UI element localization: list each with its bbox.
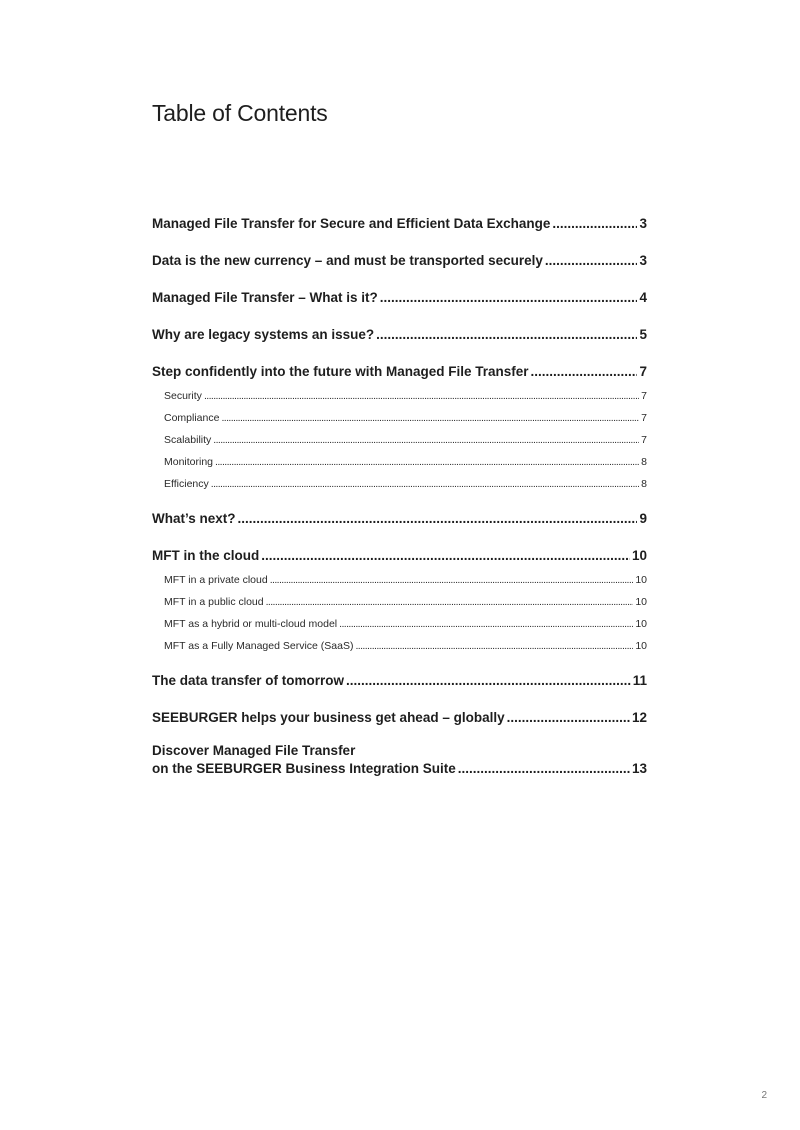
toc-entry[interactable] bbox=[152, 248, 647, 274]
page-title: Table of Contents bbox=[152, 100, 328, 126]
dot-leader bbox=[346, 668, 631, 694]
toc-entry-title: What’s next? bbox=[152, 511, 236, 526]
toc-entry-title: The data transfer of tomorrow bbox=[152, 673, 345, 688]
toc-entry-page: 10 bbox=[631, 548, 647, 563]
dot-leader bbox=[221, 407, 639, 429]
toc-subentry[interactable] bbox=[152, 613, 647, 635]
toc-entry[interactable] bbox=[152, 359, 647, 385]
dot-leader bbox=[339, 613, 633, 635]
dot-leader bbox=[507, 705, 630, 731]
dot-leader bbox=[531, 359, 638, 385]
toc-entry-page: 13 bbox=[631, 761, 647, 776]
toc-entry[interactable] bbox=[152, 760, 647, 778]
toc-entry[interactable] bbox=[152, 543, 647, 569]
toc-entry-title: MFT in the cloud bbox=[152, 548, 260, 563]
dot-leader bbox=[545, 248, 638, 274]
toc-subentry-page: 8 bbox=[641, 456, 647, 468]
table-of-contents bbox=[152, 211, 647, 778]
toc-subentry-page: 10 bbox=[635, 596, 647, 608]
toc-entry[interactable] bbox=[152, 211, 647, 237]
toc-subentry-title: MFT in a private cloud bbox=[164, 574, 268, 586]
toc-entry[interactable] bbox=[152, 322, 647, 348]
toc-entry-page: 12 bbox=[631, 710, 647, 725]
toc-subentry-page: 7 bbox=[641, 434, 647, 446]
dot-leader bbox=[380, 285, 638, 311]
toc-entry-page: 3 bbox=[639, 253, 647, 268]
toc-subentry[interactable] bbox=[152, 451, 647, 473]
toc-subentry-page: 7 bbox=[641, 412, 647, 424]
toc-subentry-title: Security bbox=[164, 390, 202, 402]
toc-entry-page: 11 bbox=[632, 673, 647, 688]
dot-leader bbox=[376, 322, 637, 348]
toc-subentry-page: 10 bbox=[635, 618, 647, 630]
toc-entry-title: Managed File Transfer – What is it? bbox=[152, 290, 378, 305]
toc-entry[interactable] bbox=[152, 285, 647, 311]
toc-entry-title: SEEBURGER helps your business get ahead – globally bbox=[152, 710, 505, 725]
toc-subentry-title: Monitoring bbox=[164, 456, 214, 468]
toc-subentry-page: 8 bbox=[641, 478, 647, 490]
toc-entry-title-line2: on the SEEBURGER Business Integration Suite bbox=[152, 761, 456, 776]
toc-subentry-title: Scalability bbox=[164, 434, 212, 446]
toc-entry-page: 7 bbox=[639, 364, 647, 379]
toc-subentry[interactable] bbox=[152, 429, 647, 451]
toc-subentry[interactable] bbox=[152, 635, 647, 657]
toc-subentry-title: MFT as a hybrid or multi-cloud model bbox=[164, 618, 338, 630]
toc-entry-title: Step confidently into the future with Managed File Transfer bbox=[152, 364, 529, 379]
toc-entry-title: Data is the new currency – and must be transported securely bbox=[152, 253, 543, 268]
dot-leader bbox=[238, 506, 638, 532]
toc-entry-page: 4 bbox=[639, 290, 647, 305]
dot-leader bbox=[204, 385, 639, 407]
toc-entry[interactable] bbox=[152, 668, 647, 694]
dot-leader bbox=[552, 211, 637, 237]
toc-subentry-page: 7 bbox=[641, 390, 647, 402]
dot-leader bbox=[215, 451, 639, 473]
toc-entry[interactable] bbox=[152, 705, 647, 731]
toc-entry-title-line1[interactable]: Discover Managed File Transfer bbox=[152, 743, 356, 758]
toc-subentry-title: Efficiency bbox=[164, 478, 209, 490]
dot-leader bbox=[458, 760, 630, 778]
toc-subentry[interactable] bbox=[152, 385, 647, 407]
dot-leader bbox=[355, 635, 633, 657]
dot-leader bbox=[270, 569, 634, 591]
toc-entry-title: Why are legacy systems an issue? bbox=[152, 327, 375, 342]
toc-entry[interactable] bbox=[152, 506, 647, 532]
dot-leader bbox=[211, 473, 639, 495]
toc-entry-page: 3 bbox=[639, 216, 647, 231]
toc-entry-page: 9 bbox=[639, 511, 647, 526]
page-number: 2 bbox=[761, 1090, 767, 1101]
toc-entry-page: 5 bbox=[639, 327, 647, 342]
dot-leader bbox=[266, 591, 634, 613]
toc-subentry-page: 10 bbox=[635, 574, 647, 586]
toc-subentry-title: MFT as a Fully Managed Service (SaaS) bbox=[164, 640, 354, 652]
toc-entry-title: Managed File Transfer for Secure and Efficient Data Exchange bbox=[152, 216, 551, 231]
toc-subentry[interactable] bbox=[152, 569, 647, 591]
toc-subentry[interactable] bbox=[152, 473, 647, 495]
toc-subentry-title: Compliance bbox=[164, 412, 220, 424]
toc-subentry[interactable] bbox=[152, 407, 647, 429]
dot-leader bbox=[213, 429, 639, 451]
dot-leader bbox=[261, 543, 630, 569]
toc-subentry-page: 10 bbox=[635, 640, 647, 652]
toc-subentry[interactable] bbox=[152, 591, 647, 613]
toc-subentry-title: MFT in a public cloud bbox=[164, 596, 264, 608]
